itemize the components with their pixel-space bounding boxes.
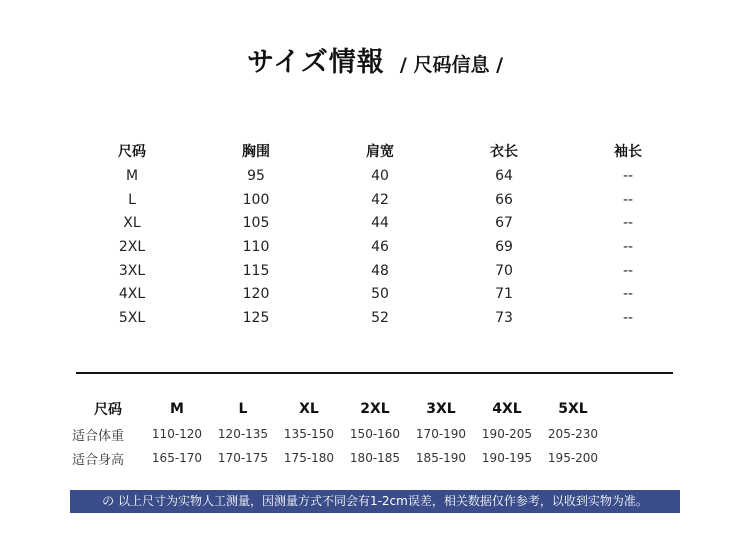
- cell-size: 4XL: [118, 286, 146, 303]
- cell-shoulder: 44: [371, 215, 389, 232]
- cell-shoulder: 52: [371, 309, 389, 326]
- cell-shoulder: 50: [371, 286, 389, 303]
- cell-length: 64: [495, 167, 513, 184]
- row-label-weight: 适合体重: [72, 428, 125, 444]
- cell-sleeve: --: [622, 167, 634, 184]
- header-shoulder: 肩宽: [366, 144, 394, 160]
- fit-size-5xl: 5XL: [558, 401, 588, 417]
- row-label-height: 适合身高: [72, 452, 125, 468]
- fit-header-label: 尺码: [94, 402, 122, 418]
- height-cell: 195-200: [547, 451, 599, 465]
- weight-cell: 170-190: [415, 427, 467, 441]
- cell-chest: 105: [242, 215, 270, 232]
- size-table: [70, 138, 690, 330]
- cell-shoulder: 42: [371, 191, 389, 208]
- cell-size: 2XL: [118, 238, 146, 255]
- cell-length: 73: [495, 309, 513, 326]
- cell-shoulder: 48: [371, 262, 389, 279]
- cell-sleeve: --: [622, 238, 634, 255]
- header-size: 尺码: [118, 144, 146, 160]
- size-table-header: [70, 138, 690, 164]
- cell-size: M: [125, 167, 139, 184]
- fit-size-l: L: [238, 401, 248, 417]
- header-chest: 胸围: [242, 144, 270, 160]
- cell-sleeve: --: [622, 309, 634, 326]
- page-subtitle: / 尺码信息 /: [399, 54, 504, 76]
- height-cell: 170-175: [217, 451, 269, 465]
- weight-cell: 150-160: [349, 427, 401, 441]
- height-cell: 180-185: [349, 451, 401, 465]
- cell-chest: 100: [242, 191, 270, 208]
- cell-length: 66: [495, 191, 513, 208]
- fit-size-2xl: 2XL: [360, 401, 390, 417]
- cell-chest: 110: [242, 238, 270, 255]
- cell-size: XL: [123, 215, 141, 232]
- fit-size-3xl: 3XL: [426, 401, 456, 417]
- weight-cell: 120-135: [217, 427, 269, 441]
- table-row: [70, 211, 690, 235]
- table-row: [72, 446, 606, 470]
- cell-sleeve: --: [622, 286, 634, 303]
- cell-size: L: [128, 191, 136, 208]
- cell-length: 71: [495, 286, 513, 303]
- height-cell: 185-190: [415, 451, 467, 465]
- cell-length: 67: [495, 215, 513, 232]
- cell-chest: 125: [242, 309, 270, 326]
- table-row: [70, 188, 690, 212]
- cell-shoulder: 40: [371, 167, 389, 184]
- cell-size: 5XL: [118, 309, 146, 326]
- table-row: [70, 235, 690, 259]
- fit-size-m: M: [170, 401, 184, 417]
- table-row: [70, 282, 690, 306]
- table-row: [70, 259, 690, 283]
- cell-chest: 95: [247, 167, 265, 184]
- weight-cell: 135-150: [283, 427, 335, 441]
- table-row: [72, 422, 606, 446]
- page-title: サイズ情報: [246, 47, 385, 78]
- table-row: [70, 306, 690, 330]
- title-row: [0, 40, 750, 79]
- fit-size-4xl: 4XL: [492, 401, 522, 417]
- cell-shoulder: 46: [371, 238, 389, 255]
- cell-length: 69: [495, 238, 513, 255]
- table-row: [70, 164, 690, 188]
- cell-length: 70: [495, 262, 513, 279]
- fit-size-xl: XL: [299, 401, 319, 417]
- header-sleeve: 袖长: [614, 144, 642, 160]
- weight-cell: 110-120: [151, 427, 203, 441]
- cell-sleeve: --: [622, 215, 634, 232]
- cell-sleeve: --: [622, 191, 634, 208]
- fit-table: [72, 396, 606, 470]
- cell-chest: 120: [242, 286, 270, 303]
- cell-size: 3XL: [118, 262, 146, 279]
- fit-table-header: [72, 396, 606, 422]
- cell-chest: 115: [242, 262, 270, 279]
- height-cell: 175-180: [283, 451, 335, 465]
- height-cell: 165-170: [151, 451, 203, 465]
- weight-cell: 205-230: [547, 427, 599, 441]
- measurement-note: の 以上尺寸为实物人工测量，因测量方式不同会有1-2cm误差，相关数据仅作参考，以收到实物为准。: [70, 490, 680, 513]
- weight-cell: 190-205: [481, 427, 533, 441]
- header-length: 衣长: [490, 144, 518, 160]
- height-cell: 190-195: [481, 451, 533, 465]
- cell-sleeve: --: [622, 262, 634, 279]
- section-divider: [76, 372, 673, 374]
